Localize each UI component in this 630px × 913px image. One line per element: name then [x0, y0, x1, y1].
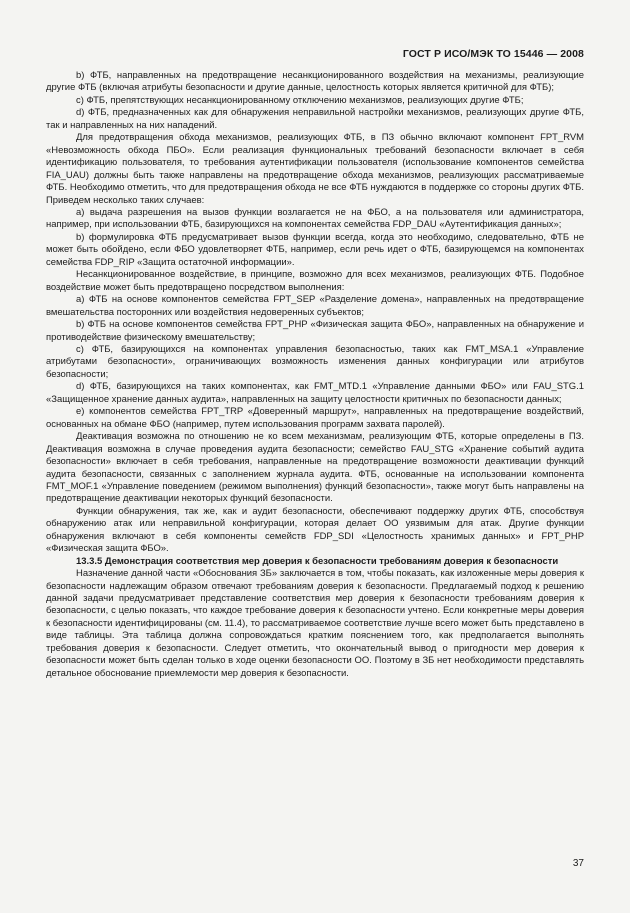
paragraph-deactivation: Деактивация возможна по отношению не ко всем механизмам, реализующим ФТБ, которые определены в ПЗ. Деактивация возможна в случае проведения аудита безопасности; семейство FAU_STG «Хранение событий аудита безопасности» включает в себя требования, направленные на предотвращение возможности деактивации функций аудита безопасности, связанных с заполнением журнала аудита. ФТБ, основанные на использовании компонента FMT_MOF.1 «Управление поведением (режимом выполнения) функций безопасности», также могут быть направлены на предотвращение деактивации некоторых функций безопасности. [46, 431, 584, 505]
standard-header: ГОСТ Р ИСО/МЭК ТО 15446 — 2008 [402, 48, 584, 60]
list-item-b: b) ФТБ, направленных на предотвращение несанкционированного воздействия на механизмы, реализующие другие ФТБ (включая атрибуты безопасности и другие данные, целостность которых является критичной для ФТБ); [46, 70, 584, 94]
list-item-a: a) выдача разрешения на вызов функции возлагается не на ФБО, а на пользователя или администратора, например, при использовании ФТБ, базирующихся на компонентах семейства FDP_DAU «Аутентификация данных»; [46, 206, 584, 231]
list-item-b: b) формулировка ФТБ предусматривает вызов функции всегда, когда это необходимо, следовательно, ФТБ не может быть обойдено, если ФБО удовлетворяет ФТБ, например, если речь идет о ФТБ, базирующемся на компонентах семейства FDP_RIP «Защита остаточной информации». [46, 231, 584, 268]
page-number: 37 [572, 858, 584, 869]
list-item-d: d) ФТБ, базирующихся на таких компонентах, как FMT_MTD.1 «Управление данными ФБО» или FAU_STG.1 «Защищенное хранение данных аудита», направленных на защиту целостности критичных по безопасности данных; [46, 381, 584, 405]
section-heading: 13.3.5 Демонстрация соответствия мер доверия к безопасности требованиям доверия к безопасности [76, 555, 559, 567]
list-item-e: e) компонентов семейства FPT_TRP «Доверенный маршрут», направленных на предотвращение воздействий, основанных на обмане ФБО (например, путем использования программ захвата паролей). [46, 406, 584, 430]
document-body [46, 70, 584, 680]
paragraph-detection: Функции обнаружения, так же, как и аудит безопасности, обеспечивают поддержку других ФТБ, способствуя обнаружению атак или неправильной конфигурации, которая делает ОО уязвимым для атак. Другие функции обнаружения включают в себя компоненты семейств FDP_SDI «Целостность хранимых данных» и FPT_PHP «Физическая защита ФБО». [46, 505, 584, 555]
list-item-c: c) ФТБ, препятствующих несанкционированному отключению механизмов, реализующих другие ФТБ; [76, 94, 524, 106]
paragraph-assurance: Назначение данной части «Обоснования ЗБ» заключается в том, чтобы показать, как изложенные меры доверия к безопасности надлежащим образом отвечают требованиям доверия к безопасности. Предлагаемый подход к решению данной задачи предусматривает представление соответствия мер доверия к безопасности требованиям доверия к безопасности, с целью показать, что каждое требование доверия к безопасности учтено. Если конкретные меры доверия к безопасности идентифицированы (см. 11.4), то рассматриваемое соответствие лучше всего может быть представлено в виде таблицы. Эта таблица должна сопровождаться кратким пояснением того, как предполагается выполнять требования доверия к безопасности. Следует отметить, что окончательный вывод о пригодности мер доверия к безопасности может быть сделан только в ходе оценки безопасности ОО. Поэтому в ЗБ нет необходимости представлять детальное обоснование приемлемости мер доверия к безопасности. [46, 568, 584, 679]
list-item-b: b) ФТБ на основе компонентов семейства FPT_PHP «Физическая защита ФБО», направленных на обнаружение и противодействие физическому вмешательству; [46, 319, 584, 343]
paragraph-bypass: Для предотвращения обхода механизмов, реализующих ФТБ, в ПЗ обычно включают компонент FPT_RVM «Невозможность обхода ПБО». Если реализация функциональных требований безопасности включает в себя идентификацию пользователя, то требования аутентификации пользователя (использование компонентов семейства FIA_UAU) должны быть также направлены на предотвращение обхода механизмов, реализующих рассматриваемые ФТБ. Необходимо отметить, что для предотвращения обхода не все ФТБ нуждаются в поддержке со стороны других ФТБ. Приведем несколько таких случаев: [46, 132, 584, 206]
list-item-c: c) ФТБ, базирующихся на компонентах управления безопасностью, таких как FMT_MSA.1 «Управление атрибутами безопасности», ограничивающих возможность изменения данных конфигурации или атрибутов безопасности; [46, 343, 584, 380]
list-item-d: d) ФТБ, предназначенных как для обнаружения неправильной настройки механизмов, реализующих другие ФТБ, так и направленных на них нападений. [46, 107, 584, 131]
paragraph-tampering: Несанкционированное воздействие, в принципе, возможно для всех механизмов, реализующих ФТБ. Подобное воздействие может быть предотвращено посредством выполнения: [46, 269, 584, 293]
list-item-a: a) ФТБ на основе компонентов семейства FPT_SEP «Разделение домена», направленных на предотвращение вмешательства посторонних или воздействия недоверенных субъектов; [46, 294, 584, 318]
